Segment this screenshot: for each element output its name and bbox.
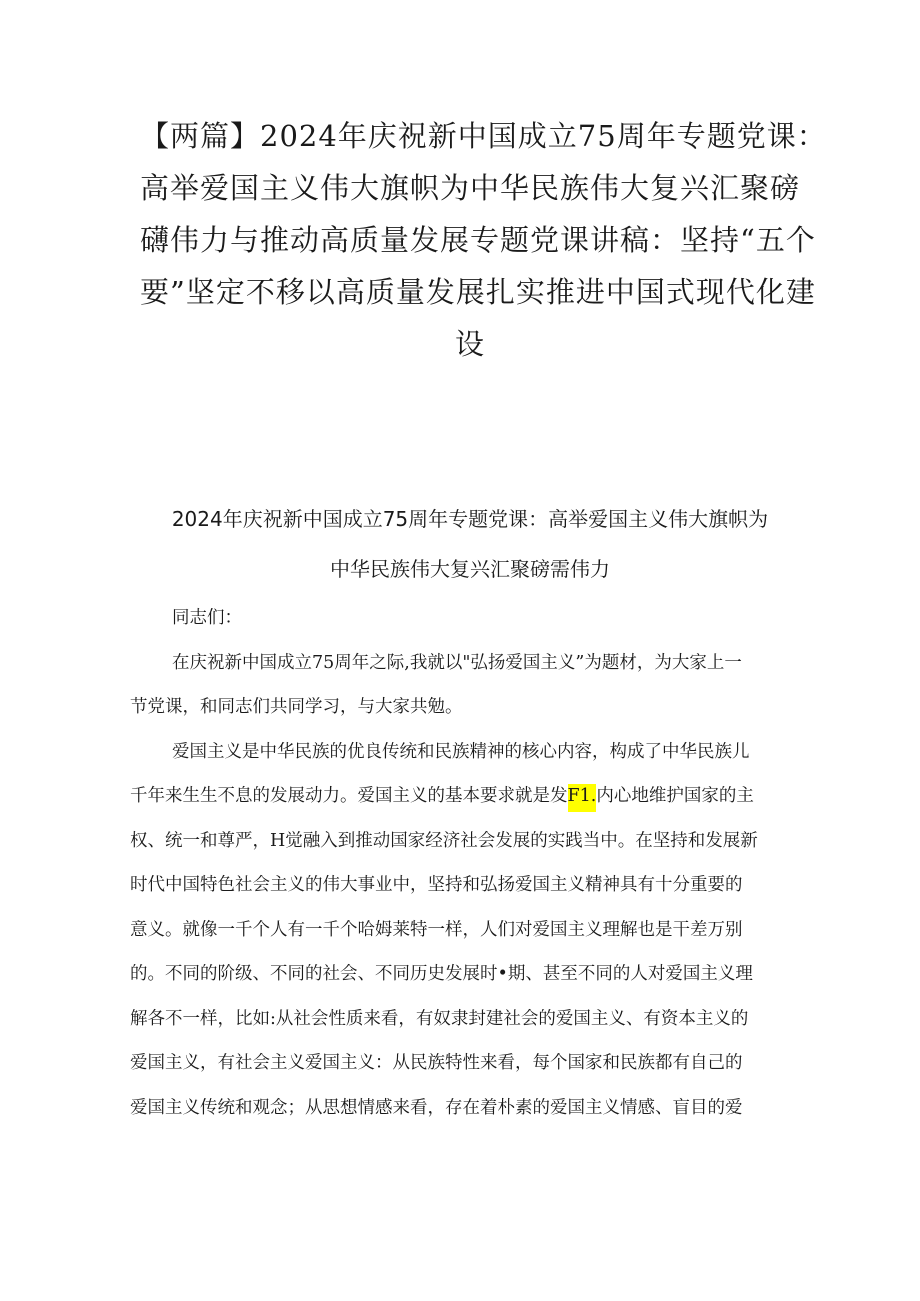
- paragraph-text: 内心地维护国家的主: [596, 786, 754, 806]
- paragraph-line: 解各不一样，比如:从社会性质来看，有奴隶封建社会的爱国主义、有资本主义的: [130, 1008, 749, 1029]
- section-title-line: 2024年庆祝新中国成立75周年专题党课：高举爱国主义伟大旗帜为: [171, 507, 769, 531]
- document-title: [140, 110, 827, 370]
- paragraph-line: 在庆祝新中国成立75周年之际,我就以"弘扬爱国主义”为题材，为大家上一: [172, 652, 742, 673]
- paragraph-line: [130, 774, 800, 819]
- paragraph-line: 节党课，和同志们共同学习，与大家共勉。: [130, 697, 463, 717]
- paragraph-line: 爱国主义传统和观念；从思想情感来看，存在着朴素的爱国主义情感、盲目的爱: [130, 1097, 743, 1118]
- section-title-line: 中华民族伟大复兴汇聚磅需伟力: [330, 557, 610, 581]
- highlighted-text: F1.: [568, 784, 597, 812]
- greeting: 同志们：: [172, 608, 242, 628]
- paragraph-line: 意义。就像一千个人有一千个哈姆莱特一样，人们对爱国主义理解也是干差万别: [130, 919, 743, 940]
- title-line: 【两篇】2024年庆祝新中国成立75周年专题党课：: [140, 119, 827, 153]
- paragraph-line: 爱国主义是中华民族的优良传统和民族精神的核心内容，构成了中华民族儿: [172, 741, 750, 762]
- title-line: 要”坚定不移以高质量发展扎实推进中国式现代化建: [140, 275, 816, 309]
- title-line: 礴伟力与推动高质量发展专题党课讲稿：坚持“五个: [140, 223, 816, 257]
- paragraph-text: 千年来生生不息的发展动力。爱国主义的基本要求就是发: [130, 786, 568, 806]
- paragraph-line: 的。不同的阶级、不同的社会、不同历史发展时•期、甚至不同的人对爱国主义理: [130, 964, 753, 984]
- title-line: 设: [454, 327, 485, 361]
- body-text: [130, 596, 800, 1130]
- title-line: 高举爱国主义伟大旗帜为中华民族伟大复兴汇聚磅: [140, 171, 801, 205]
- paragraph-line: 权、统一和尊严，H觉融入到推动国家经济社会发展的实践当中。在坚持和发展新: [130, 830, 758, 851]
- section-title: [140, 494, 800, 594]
- paragraph-line: 时代中国特色社会主义的伟大事业中，坚持和弘扬爱国主义精神具有十分重要的: [130, 875, 743, 895]
- paragraph-line: 爱国主义，有社会主义爱国主义：从民族特性来看，每个国家和民族都有自己的: [130, 1053, 743, 1073]
